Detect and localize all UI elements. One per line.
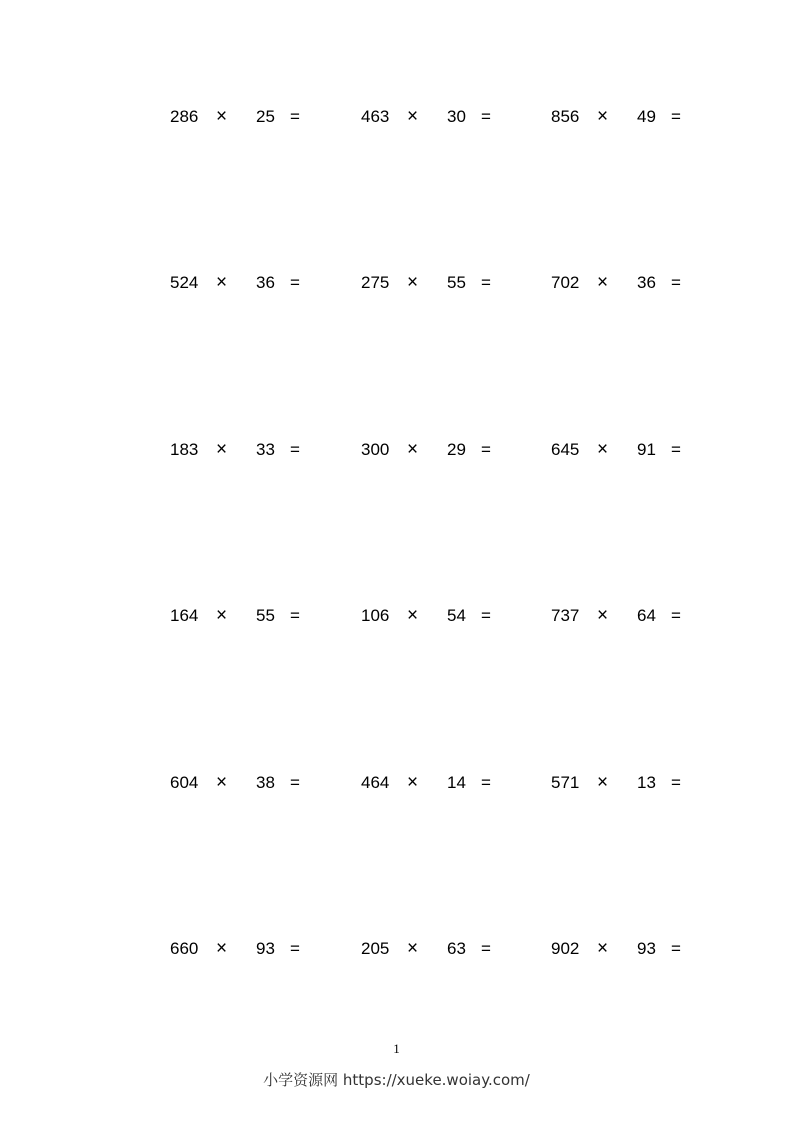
equals-sign: =	[671, 273, 681, 292]
equals-sign: =	[671, 606, 681, 625]
multiplier: 33	[256, 440, 275, 459]
multiplicand: 571	[551, 773, 580, 792]
equals-sign: =	[671, 440, 681, 459]
equals-sign: =	[290, 273, 300, 292]
times-sign: ×	[216, 439, 228, 460]
problem-row	[0, 934, 793, 964]
multiplicand: 106	[361, 606, 390, 625]
multiplicand: 300	[361, 440, 390, 459]
multiplicand: 645	[551, 440, 580, 459]
equals-sign: =	[290, 939, 300, 958]
equals-sign: =	[290, 773, 300, 792]
times-sign: ×	[216, 106, 228, 127]
multiplicand: 164	[170, 606, 199, 625]
multiplier: 49	[637, 107, 656, 126]
times-sign: ×	[216, 605, 228, 626]
multiplier: 55	[447, 273, 466, 292]
problem-row	[0, 768, 793, 798]
multiplier: 93	[637, 939, 656, 958]
multiplicand: 702	[551, 273, 580, 292]
problem-row	[0, 601, 793, 631]
multiplicand: 464	[361, 773, 390, 792]
multiplier: 64	[637, 606, 656, 625]
times-sign: ×	[597, 605, 609, 626]
multiplier: 13	[637, 773, 656, 792]
times-sign: ×	[597, 772, 609, 793]
multiplier: 91	[637, 440, 656, 459]
multiplier: 93	[256, 939, 275, 958]
times-sign: ×	[407, 772, 419, 793]
multiplier: 38	[256, 773, 275, 792]
multiplier: 36	[637, 273, 656, 292]
equals-sign: =	[671, 773, 681, 792]
multiplicand: 902	[551, 939, 580, 958]
page-number: 1	[393, 1041, 400, 1056]
equals-sign: =	[671, 939, 681, 958]
multiplicand: 604	[170, 773, 199, 792]
multiplicand: 660	[170, 939, 199, 958]
equals-sign: =	[481, 273, 491, 292]
multiplicand: 205	[361, 939, 390, 958]
times-sign: ×	[597, 938, 609, 959]
multiplier: 63	[447, 939, 466, 958]
times-sign: ×	[407, 439, 419, 460]
multiplier: 14	[447, 773, 466, 792]
multiplicand: 524	[170, 273, 199, 292]
equals-sign: =	[290, 440, 300, 459]
equals-sign: =	[481, 107, 491, 126]
equals-sign: =	[671, 107, 681, 126]
multiplier: 55	[256, 606, 275, 625]
multiplicand: 856	[551, 107, 580, 126]
multiplicand: 737	[551, 606, 580, 625]
multiplier: 29	[447, 440, 466, 459]
equals-sign: =	[481, 606, 491, 625]
problem-row	[0, 435, 793, 465]
multiplier: 54	[447, 606, 466, 625]
multiplicand: 275	[361, 273, 390, 292]
times-sign: ×	[216, 938, 228, 959]
times-sign: ×	[407, 272, 419, 293]
equals-sign: =	[290, 606, 300, 625]
times-sign: ×	[597, 439, 609, 460]
equals-sign: =	[481, 773, 491, 792]
multiplicand: 463	[361, 107, 390, 126]
equals-sign: =	[481, 440, 491, 459]
problem-row	[0, 268, 793, 298]
footer-source-link: 小学资源网 https://xueke.woiay.com/	[263, 1071, 530, 1089]
equals-sign: =	[481, 939, 491, 958]
times-sign: ×	[216, 272, 228, 293]
times-sign: ×	[216, 772, 228, 793]
multiplicand: 286	[170, 107, 199, 126]
times-sign: ×	[407, 938, 419, 959]
times-sign: ×	[407, 605, 419, 626]
multiplicand: 183	[170, 440, 199, 459]
problem-row	[0, 102, 793, 132]
multiplier: 30	[447, 107, 466, 126]
multiplier: 36	[256, 273, 275, 292]
equals-sign: =	[290, 107, 300, 126]
times-sign: ×	[597, 272, 609, 293]
times-sign: ×	[407, 106, 419, 127]
multiplier: 25	[256, 107, 275, 126]
times-sign: ×	[597, 106, 609, 127]
